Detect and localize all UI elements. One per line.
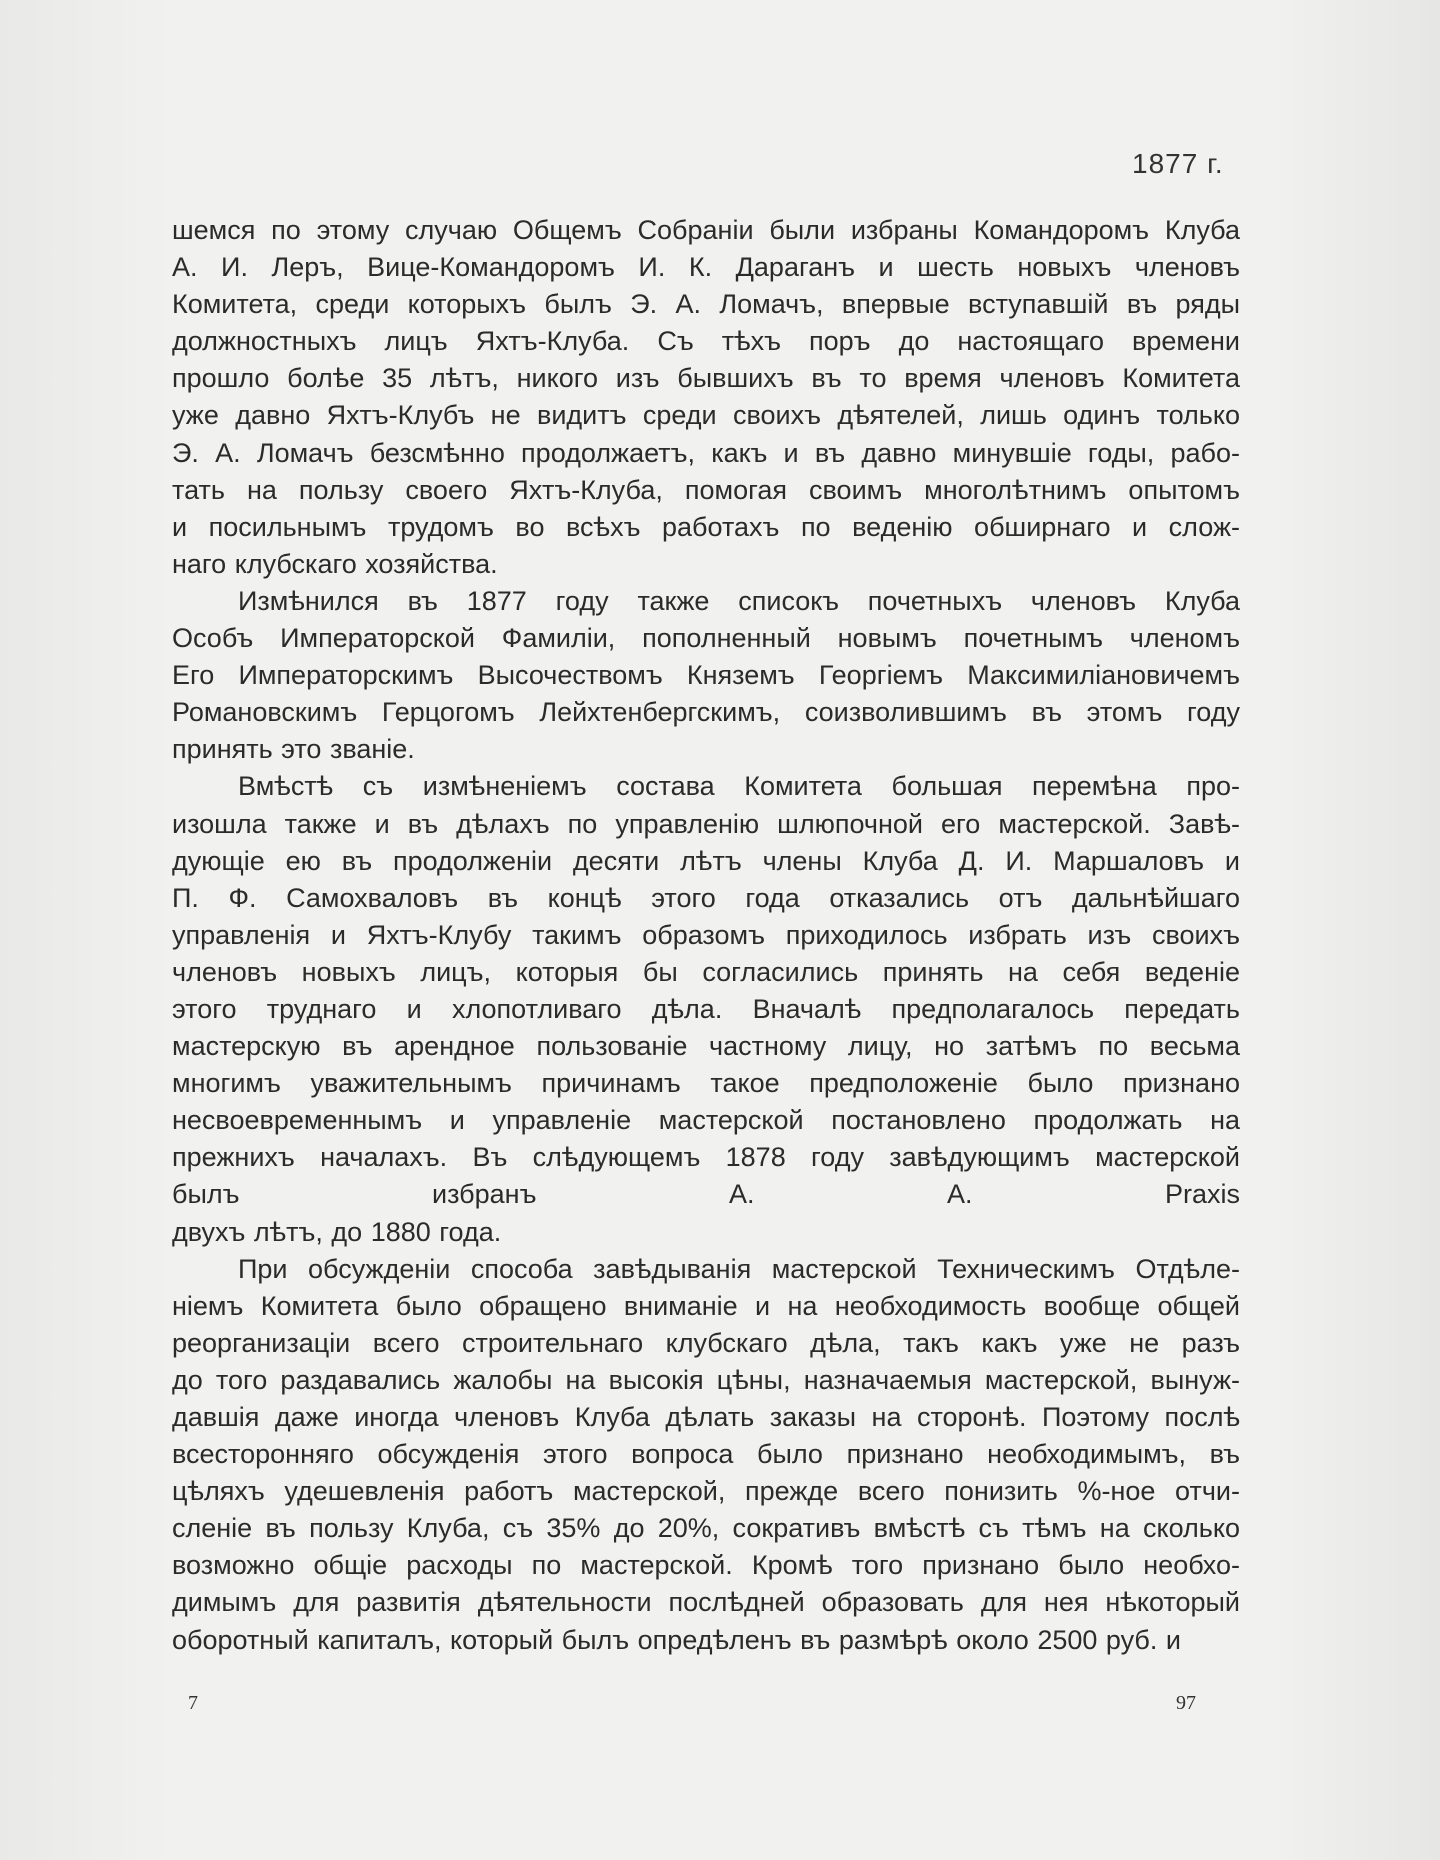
text-line: возможно общіе расходы по мастерской. Кромѣ того признано было необхо- xyxy=(172,1550,1240,1581)
text-line: членовъ новыхъ лицъ, которыя бы согласились принять на себя веденіе xyxy=(172,956,1240,987)
text-line: наго клубскаго хозяйства. xyxy=(172,548,498,579)
paragraph xyxy=(172,583,1240,768)
running-header-year: 1877 г. xyxy=(1132,148,1224,179)
text-line: многимъ уважительнымъ причинамъ такое предположеніе было признано xyxy=(172,1068,1240,1099)
text-line: изошла также и въ дѣлахъ по управленію шлюпочной его мастерской. Завѣ- xyxy=(172,808,1240,839)
paragraph xyxy=(172,1251,1240,1659)
text-line: прошло болѣе 35 лѣтъ, никого изъ бывшихъ въ то время членовъ Комитета xyxy=(172,363,1240,394)
text-line: былъ избранъ А. А. Praxis xyxy=(172,1179,1240,1210)
text-line: Комитета, среди которыхъ былъ Э. А. Ломачъ, впервые вступавшій въ ряды xyxy=(172,289,1240,320)
text-line: Э. А. Ломачъ безсмѣнно продолжаетъ, какъ и въ давно минувшіе годы, рабо- xyxy=(172,437,1240,468)
text-line: А. И. Леръ, Вице-Командоромъ И. К. Дараганъ и шесть новыхъ членовъ xyxy=(172,252,1240,283)
text-line: оборотный капиталъ, который былъ опредѣленъ въ размѣрѣ около 2500 руб. и xyxy=(172,1624,1181,1655)
text-line: шемся по этому случаю Общемъ Собраніи были избраны Командоромъ Клуба xyxy=(172,215,1240,245)
body-text xyxy=(172,212,1240,1659)
text-line: принять это званіе. xyxy=(172,734,415,765)
paragraph xyxy=(172,768,1240,1250)
text-line: всесторонняго обсужденія этого вопроса было признано необходимымъ, въ xyxy=(172,1439,1240,1470)
text-line: несвоевременнымъ и управленіе мастерской постановлено продолжать на xyxy=(172,1105,1240,1136)
page-number: 97 xyxy=(1176,1692,1196,1714)
text-line: П. Ф. Самохваловъ въ концѣ этого года отказались отъ дальнѣйшаго xyxy=(172,882,1240,913)
text-line: Особъ Императорской Фамиліи, пополненный новымъ почетнымъ членомъ xyxy=(172,623,1240,654)
text-line: ніемъ Комитета было обращено вниманіе и на необходимость вообще общей xyxy=(172,1290,1240,1321)
text-line: Романовскимъ Герцогомъ Лейхтенбергскимъ, соизволившимъ въ этомъ году xyxy=(172,697,1240,728)
text-line: Измѣнился въ 1877 году также списокъ почетныхъ членовъ Клуба xyxy=(238,585,1240,616)
signature-mark: 7 xyxy=(188,1692,198,1714)
text-line: прежнихъ началахъ. Въ слѣдующемъ 1878 году завѣдующимъ мастерской xyxy=(172,1142,1240,1173)
text-line: Его Императорскимъ Высочествомъ Княземъ Георгіемъ Максимиліановичемъ xyxy=(172,660,1240,691)
text-line: Вмѣстѣ съ измѣненіемъ состава Комитета большая перемѣна про- xyxy=(238,771,1240,802)
text-line: цѣляхъ удешевленія работъ мастерской, прежде всего понизить %-ное отчи- xyxy=(172,1476,1240,1507)
text-line: сленіе въ пользу Клуба, съ 35% до 20%, сокративъ вмѣстѣ съ тѣмъ на сколько xyxy=(172,1513,1240,1544)
text-line: дующіе ею въ продолженіи десяти лѣтъ члены Клуба Д. И. Маршаловъ и xyxy=(172,845,1240,876)
paragraph xyxy=(172,212,1240,583)
text-line: димымъ для развитія дѣятельности послѣдней образовать для нея нѣкоторый xyxy=(172,1587,1240,1618)
text-line: двухъ лѣтъ, до 1880 года. xyxy=(172,1216,502,1247)
text-line: до того раздавались жалобы на высокія цѣны, назначаемыя мастерской, вынуж- xyxy=(172,1364,1240,1395)
text-line: этого труднаго и хлопотливаго дѣла. Вначалѣ предполагалось передать xyxy=(172,993,1240,1024)
text-line: реорганизаціи всего строительнаго клубскаго дѣла, такъ какъ уже не разъ xyxy=(172,1327,1240,1358)
text-line: тать на пользу своего Яхтъ-Клуба, помогая своимъ многолѣтнимъ опытомъ xyxy=(172,474,1240,505)
text-line: мастерскую въ арендное пользованіе частному лицу, но затѣмъ по весьма xyxy=(172,1031,1240,1062)
text-line: управленія и Яхтъ-Клубу такимъ образомъ приходилось избрать изъ своихъ xyxy=(172,919,1240,950)
text-line: уже давно Яхтъ-Клубъ не видитъ среди своихъ дѣятелей, лишь одинъ только xyxy=(172,400,1240,431)
text-line: давшія даже иногда членовъ Клуба дѣлать заказы на сторонѣ. Поэтому послѣ xyxy=(172,1402,1240,1432)
text-line: При обсужденіи способа завѣдыванія мастерской Техническимъ Отдѣле- xyxy=(238,1253,1240,1284)
text-line: должностныхъ лицъ Яхтъ-Клуба. Съ тѣхъ поръ до настоящаго времени xyxy=(172,326,1240,357)
text-line: и посильнымъ трудомъ во всѣхъ работахъ по веденію обширнаго и слож- xyxy=(172,511,1240,542)
